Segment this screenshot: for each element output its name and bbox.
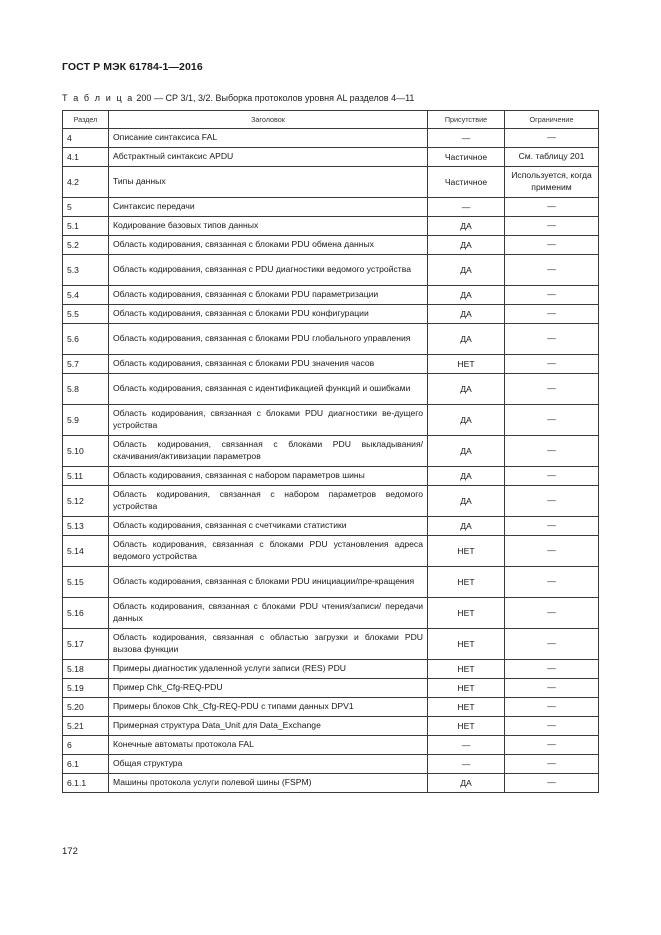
table-row [63,405,599,436]
table-row [63,324,599,355]
presence-cell: ДА [428,236,505,255]
table-row [63,355,599,374]
title-cell: Область кодирования, связанная с набором параметров ведомого устройства [109,486,428,517]
column-header-limitation: Ограничение [505,111,599,129]
title-cell: Область кодирования, связанная с счетчиками статистики [109,517,428,536]
presence-cell: НЕТ [428,717,505,736]
section-cell: 5.6 [63,324,109,355]
section-cell: 5.3 [63,255,109,286]
section-cell: 5 [63,198,109,217]
limitation-cell: — [505,536,599,567]
limitation-cell: Используется, когда применим [505,167,599,198]
table-row [63,567,599,598]
limitation-cell: — [505,736,599,755]
caption-prefix: Т а б л и ц а [62,93,134,103]
column-header-title: Заголовок [109,111,428,129]
presence-cell: ДА [428,486,505,517]
title-cell: Типы данных [109,167,428,198]
section-cell: 5.18 [63,660,109,679]
table-row [63,236,599,255]
table-row [63,774,599,793]
section-cell: 5.14 [63,536,109,567]
section-cell: 5.8 [63,374,109,405]
table-row [63,517,599,536]
title-cell: Область кодирования, связанная с областью загрузки и блоками PDU вызова функции [109,629,428,660]
title-cell: Синтаксис передачи [109,198,428,217]
title-cell: Область кодирования, связанная с блоками PDU чтения/записи/ передачи данных [109,598,428,629]
title-cell: Примеры блоков Chk_Cfg-REQ-PDU с типами данных DPV1 [109,698,428,717]
title-cell: Область кодирования, связанная с блоками PDU значения часов [109,355,428,374]
section-cell: 5.12 [63,486,109,517]
table-row [63,698,599,717]
protocol-selection-table [62,110,599,793]
limitation-cell: — [505,355,599,374]
table-row [63,129,599,148]
section-cell: 5.9 [63,405,109,436]
limitation-cell: — [505,255,599,286]
page-number: 172 [62,846,78,857]
table-row [63,536,599,567]
section-cell: 5.7 [63,355,109,374]
title-cell: Описание синтаксиса FAL [109,129,428,148]
limitation-cell: — [505,774,599,793]
presence-cell: НЕТ [428,355,505,374]
presence-cell: ДА [428,467,505,486]
section-cell: 5.10 [63,436,109,467]
title-cell: Область кодирования, связанная с блоками PDU обмена данных [109,236,428,255]
title-cell: Область кодирования, связанная с блоками PDU параметризации [109,286,428,305]
presence-cell: ДА [428,774,505,793]
section-cell: 5.15 [63,567,109,598]
presence-cell: ДА [428,436,505,467]
section-cell: 5.16 [63,598,109,629]
table-row [63,736,599,755]
table-row [63,486,599,517]
limitation-cell: — [505,598,599,629]
limitation-cell: — [505,629,599,660]
table-row [63,167,599,198]
presence-cell: — [428,129,505,148]
table-row [63,679,599,698]
table-row [63,374,599,405]
limitation-cell: — [505,517,599,536]
table-row [63,598,599,629]
table-row [63,629,599,660]
title-cell: Область кодирования, связанная с набором параметров шины [109,467,428,486]
section-cell: 6 [63,736,109,755]
presence-cell: ДА [428,517,505,536]
title-cell: Область кодирования, связанная с блоками PDU инициации/пре-кращения [109,567,428,598]
section-cell: 4 [63,129,109,148]
presence-cell: НЕТ [428,698,505,717]
document-header: ГОСТ Р МЭК 61784-1—2016 [62,61,203,73]
table-row [63,198,599,217]
section-cell: 5.13 [63,517,109,536]
presence-cell: Частичное [428,148,505,167]
presence-cell: — [428,755,505,774]
presence-cell: ДА [428,405,505,436]
title-cell: Примерная структура Data_Unit для Data_Exchange [109,717,428,736]
limitation-cell: — [505,236,599,255]
caption-text: 200 — СР 3/1, 3/2. Выборка протоколов уровня AL разделов 4—11 [136,93,415,103]
section-cell: 5.2 [63,236,109,255]
presence-cell: — [428,198,505,217]
limitation-cell: См. таблицу 201 [505,148,599,167]
title-cell: Область кодирования, связанная с блоками PDU диагностики ве-дущего устройства [109,405,428,436]
section-cell: 5.1 [63,217,109,236]
table-caption [62,93,414,103]
presence-cell: — [428,736,505,755]
title-cell: Область кодирования, связанная с идентификацией функций и ошибками [109,374,428,405]
limitation-cell: — [505,755,599,774]
limitation-cell: — [505,567,599,598]
limitation-cell: — [505,698,599,717]
presence-cell: ДА [428,255,505,286]
presence-cell: ДА [428,374,505,405]
title-cell: Область кодирования, связанная с блоками PDU выкладывания/ скачивания/активизации параметров [109,436,428,467]
title-cell: Кодирование базовых типов данных [109,217,428,236]
table-row [63,660,599,679]
column-header-section: Раздел [63,111,109,129]
table-header-row [63,111,599,129]
title-cell: Общая структура [109,755,428,774]
section-cell: 5.11 [63,467,109,486]
presence-cell: НЕТ [428,598,505,629]
section-cell: 5.19 [63,679,109,698]
section-cell: 5.17 [63,629,109,660]
section-cell: 5.20 [63,698,109,717]
table-row [63,286,599,305]
presence-cell: НЕТ [428,629,505,660]
presence-cell: Частичное [428,167,505,198]
section-cell: 4.2 [63,167,109,198]
title-cell: Примеры диагностик удаленной услуги записи (RES) PDU [109,660,428,679]
limitation-cell: — [505,467,599,486]
title-cell: Область кодирования, связанная с блоками PDU установления адреса ведомого устройства [109,536,428,567]
title-cell: Область кодирования, связанная с блоками PDU конфигурации [109,305,428,324]
section-cell: 4.1 [63,148,109,167]
limitation-cell: — [505,305,599,324]
section-cell: 6.1.1 [63,774,109,793]
presence-cell: ДА [428,286,505,305]
limitation-cell: — [505,129,599,148]
table-row [63,717,599,736]
table-row [63,255,599,286]
table-body [63,129,599,793]
presence-cell: НЕТ [428,660,505,679]
limitation-cell: — [505,660,599,679]
presence-cell: НЕТ [428,536,505,567]
title-cell: Область кодирования, связанная с блоками PDU глобального управления [109,324,428,355]
title-cell: Пример Chk_Cfg-REQ-PDU [109,679,428,698]
table-row [63,305,599,324]
limitation-cell: — [505,286,599,305]
limitation-cell: — [505,436,599,467]
table-row [63,217,599,236]
column-header-presence: Присутствие [428,111,505,129]
section-cell: 5.21 [63,717,109,736]
limitation-cell: — [505,374,599,405]
limitation-cell: — [505,717,599,736]
limitation-cell: — [505,405,599,436]
title-cell: Абстрактный синтаксис APDU [109,148,428,167]
presence-cell: ДА [428,217,505,236]
presence-cell: НЕТ [428,679,505,698]
limitation-cell: — [505,324,599,355]
section-cell: 5.5 [63,305,109,324]
presence-cell: ДА [428,324,505,355]
limitation-cell: — [505,198,599,217]
section-cell: 6.1 [63,755,109,774]
limitation-cell: — [505,217,599,236]
title-cell: Машины протокола услуги полевой шины (FSPM) [109,774,428,793]
title-cell: Область кодирования, связанная с PDU диагностики ведомого устройства [109,255,428,286]
section-cell: 5.4 [63,286,109,305]
table-row [63,148,599,167]
table-row [63,467,599,486]
title-cell: Конечные автоматы протокола FAL [109,736,428,755]
table-row [63,755,599,774]
presence-cell: НЕТ [428,567,505,598]
table-row [63,436,599,467]
limitation-cell: — [505,679,599,698]
limitation-cell: — [505,486,599,517]
presence-cell: ДА [428,305,505,324]
